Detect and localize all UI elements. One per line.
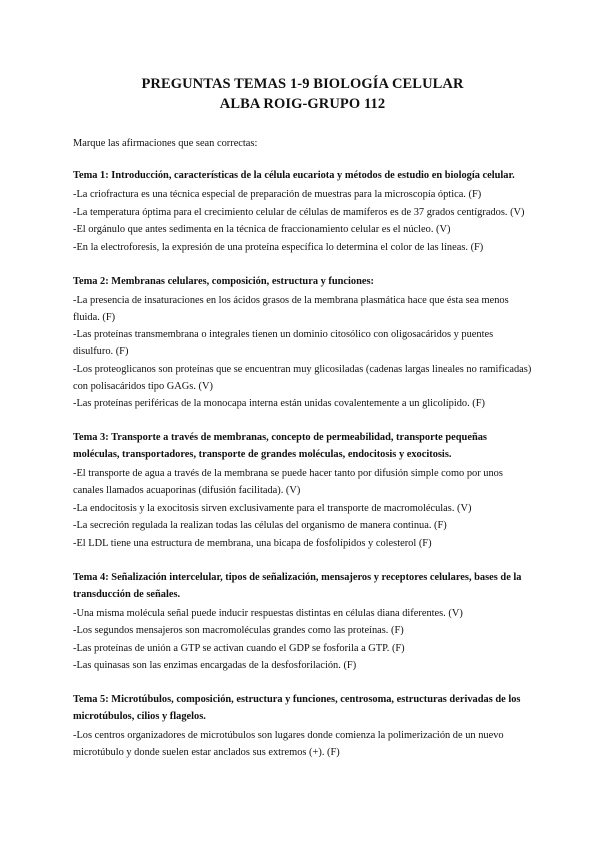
statement-item: -El orgánulo que antes sedimenta en la técnica de fraccionamiento celular es el núcleo. (V) [73,224,451,235]
statement-item: -Los proteoglicanos son proteínas que se encuentran muy glicosiladas (cadenas largas lineales no ramificadas) con polisacáridos tipo GAGs. (V) [73,363,532,392]
topic-heading: Tema 3: Transporte a través de membranas, concepto de permeabilidad, transporte pequeñas moléculas, transportadores, transporte de grandes moléculas, endocitosis y exocitosis. [73,432,487,460]
topic-section-3 [73,429,532,552]
statement-item: -La endocitosis y la exocitosis sirven exclusivamente para el transporte de macromoléculas. (V) [73,502,472,514]
statement-item: -Los centros organizadores de microtúbulos son lugares donde comienza la polimerización de un nuevo microtúbulo y donde suelen estar anclados sus extremos (+). (F) [73,730,504,758]
statement-item: -El LDL tiene una estructura de membrana, una bicapa de fosfolípidos y colesterol (F) [73,537,432,549]
statement-item: -La presencia de insaturaciones en los ácidos grasos de la membrana plasmática hace que ésta sea menos fluida. (F) [73,294,509,323]
topic-section-4 [73,569,532,675]
topic-heading: Tema 1: Introducción, características de la célula eucariota y métodos de estudio en biología celular. [73,170,515,181]
statement-item: -Las proteínas transmembrana o integrales tienen un dominio citosólico con oligosacáridos y puentes disulfuro. (F) [73,329,494,357]
topic-section-5 [73,691,532,761]
statement-item: -Los segundos mensajeros son macromoléculas grandes como las proteínas. (F) [73,625,404,636]
topic-section-1 [73,167,532,256]
document-title-line-2: ALBA ROIG-GRUPO 112 [219,96,386,112]
statement-item: -Una misma molécula señal puede inducir respuestas distintas en células diana diferentes. (V) [73,607,463,619]
document-title-line-1: PREGUNTAS TEMAS 1-9 BIOLOGÍA CELULAR [141,76,464,92]
instructions-text: Marque las afirmaciones que sean correctas: [73,138,258,149]
topic-heading: Tema 4: Señalización intercelular, tipos de señalización, mensajeros y receptores celulares, bases de la transducción de señales. [73,571,522,600]
statement-item: -En la electroforesis, la expresión de una proteína específica lo determina el color de las líneas. (F) [73,241,484,253]
statement-item: -Las quinasas son las enzimas encargadas de la desfosforilación. (F) [73,660,357,671]
topic-heading: Tema 5: Microtúbulos, composición, estructura y funciones, centrosoma, estructuras derivadas de los microtúbulos, cilios y flagelos. [73,694,521,722]
statement-item: -La secreción regulada la realizan todas las células del organismo de manera continua. (F) [73,520,447,531]
topic-section-2 [73,273,532,413]
topic-heading: Tema 2: Membranas celulares, composición, estructura y funciones: [73,275,375,287]
statement-item: -Las proteínas periféricas de la monocapa interna están unidas covalentemente a un glicolípido. (F) [73,398,486,409]
statement-item: -La temperatura óptima para el crecimiento celular de células de mamíferos es de 37 grados centígrados. (V) [73,206,525,218]
statement-item: -El transporte de agua a través de la membrana se puede hacer tanto por difusión simple como por unos canales llamados acuaporinas (difusión facilitada). (V) [73,468,503,496]
statement-item: -La criofractura es una técnica especial de preparación de muestras para la microscopía óptica. (F) [73,189,482,200]
statement-item: -Las proteínas de unión a GTP se activan cuando el GDP se fosforila a GTP. (F) [73,642,405,654]
